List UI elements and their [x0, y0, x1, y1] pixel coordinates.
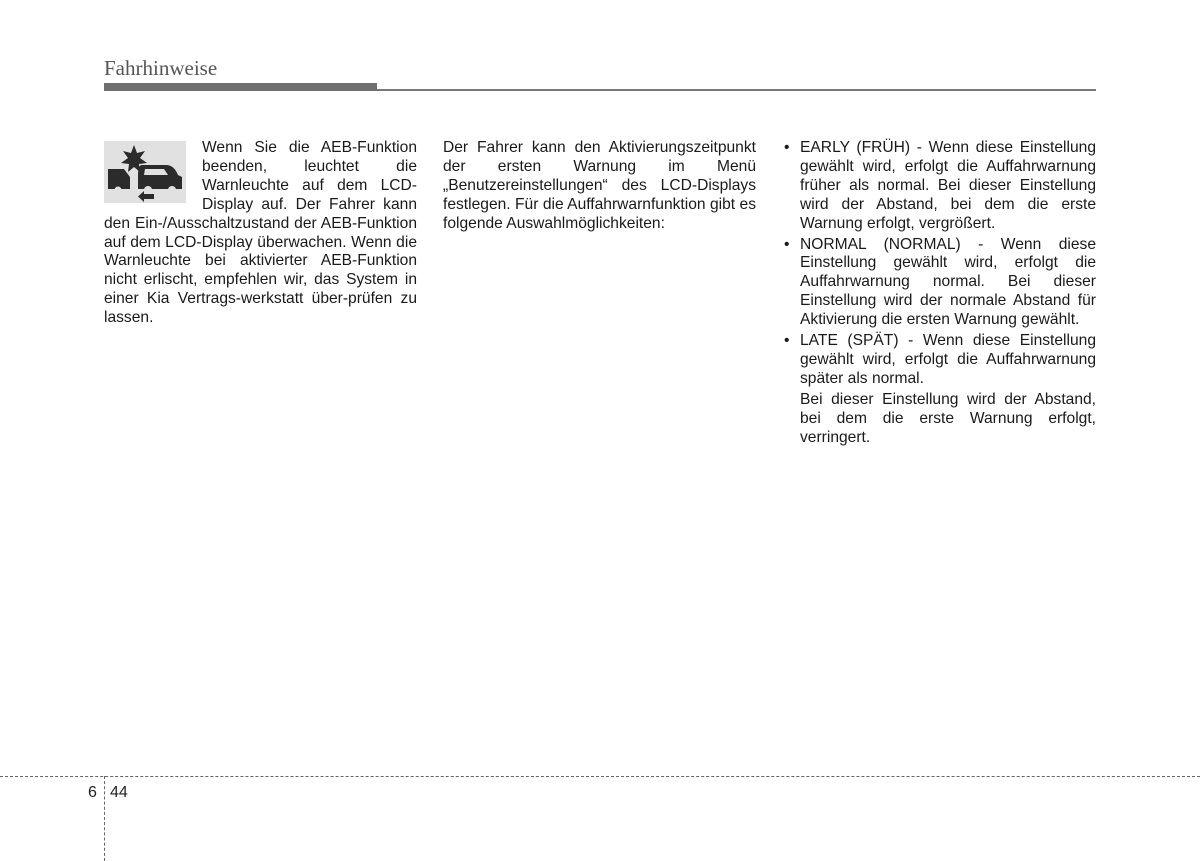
option-late-note: Bei dieser Einstellung wird der Abstand, bei dem die erste Warnung erfolgt, verringert.	[800, 390, 1096, 446]
option-normal: • NORMAL (NORMAL) - Wenn diese Einstellung gewählt wird, erfolgt die Auffahrwarnung normal. Bei dieser Einstellung wird der normale Abstand für Aktivierung die ersten Warnung gewählt.	[784, 236, 1096, 331]
option-early: • EARLY (FRÜH) - Wenn diese Einstellung gewählt wird, erfolgt die Auffahrwarnung früher als normal. Bei dieser Einstellung wird der Abstand, bei dem die erste Warnung erfolgt, vergrößert.	[784, 139, 1096, 234]
warning-timing-options	[784, 139, 1096, 389]
chapter-number: 6	[88, 784, 97, 801]
page-header-title: Fahrhinweise	[104, 56, 218, 80]
text-column-2	[443, 139, 756, 234]
footer-vertical-divider	[104, 776, 105, 861]
text-column-1	[104, 139, 417, 328]
activation-intro-paragraph: Der Fahrer kann den Aktivierungszeitpunkt der ersten Warnung im Menü „Benutzereinstellungen“ des LCD-Displays festlegen. Für die Auffahrwarnfunktion gibt es folgende Auswahlmöglichkeiten:	[443, 139, 756, 232]
header-rule-accent	[104, 83, 377, 91]
aeb-off-paragraph: Wenn Sie die AEB-Funktion beenden, leuchtet die Warnleuchte auf dem LCD-Display auf. Der Fahrer kann den Ein-/Ausschaltzustand der AEB-Funktion auf dem LCD-Display überwachen. Wenn die Warnleuchte bei aktivierter AEB-Funktion nicht erlischt, empfehlen wir, das System in einer Kia Vertrags-werkstatt über-prüfen zu lassen.	[104, 139, 417, 327]
footer-divider	[0, 776, 1200, 777]
aeb-warning-icon	[104, 141, 186, 203]
page-number: 44	[110, 784, 128, 801]
option-late: • LATE (SPÄT) - Wenn diese Einstellung gewählt wird, erfolgt die Auffahrwarnung später als normal.	[784, 332, 1096, 389]
text-column-3	[784, 139, 1096, 448]
